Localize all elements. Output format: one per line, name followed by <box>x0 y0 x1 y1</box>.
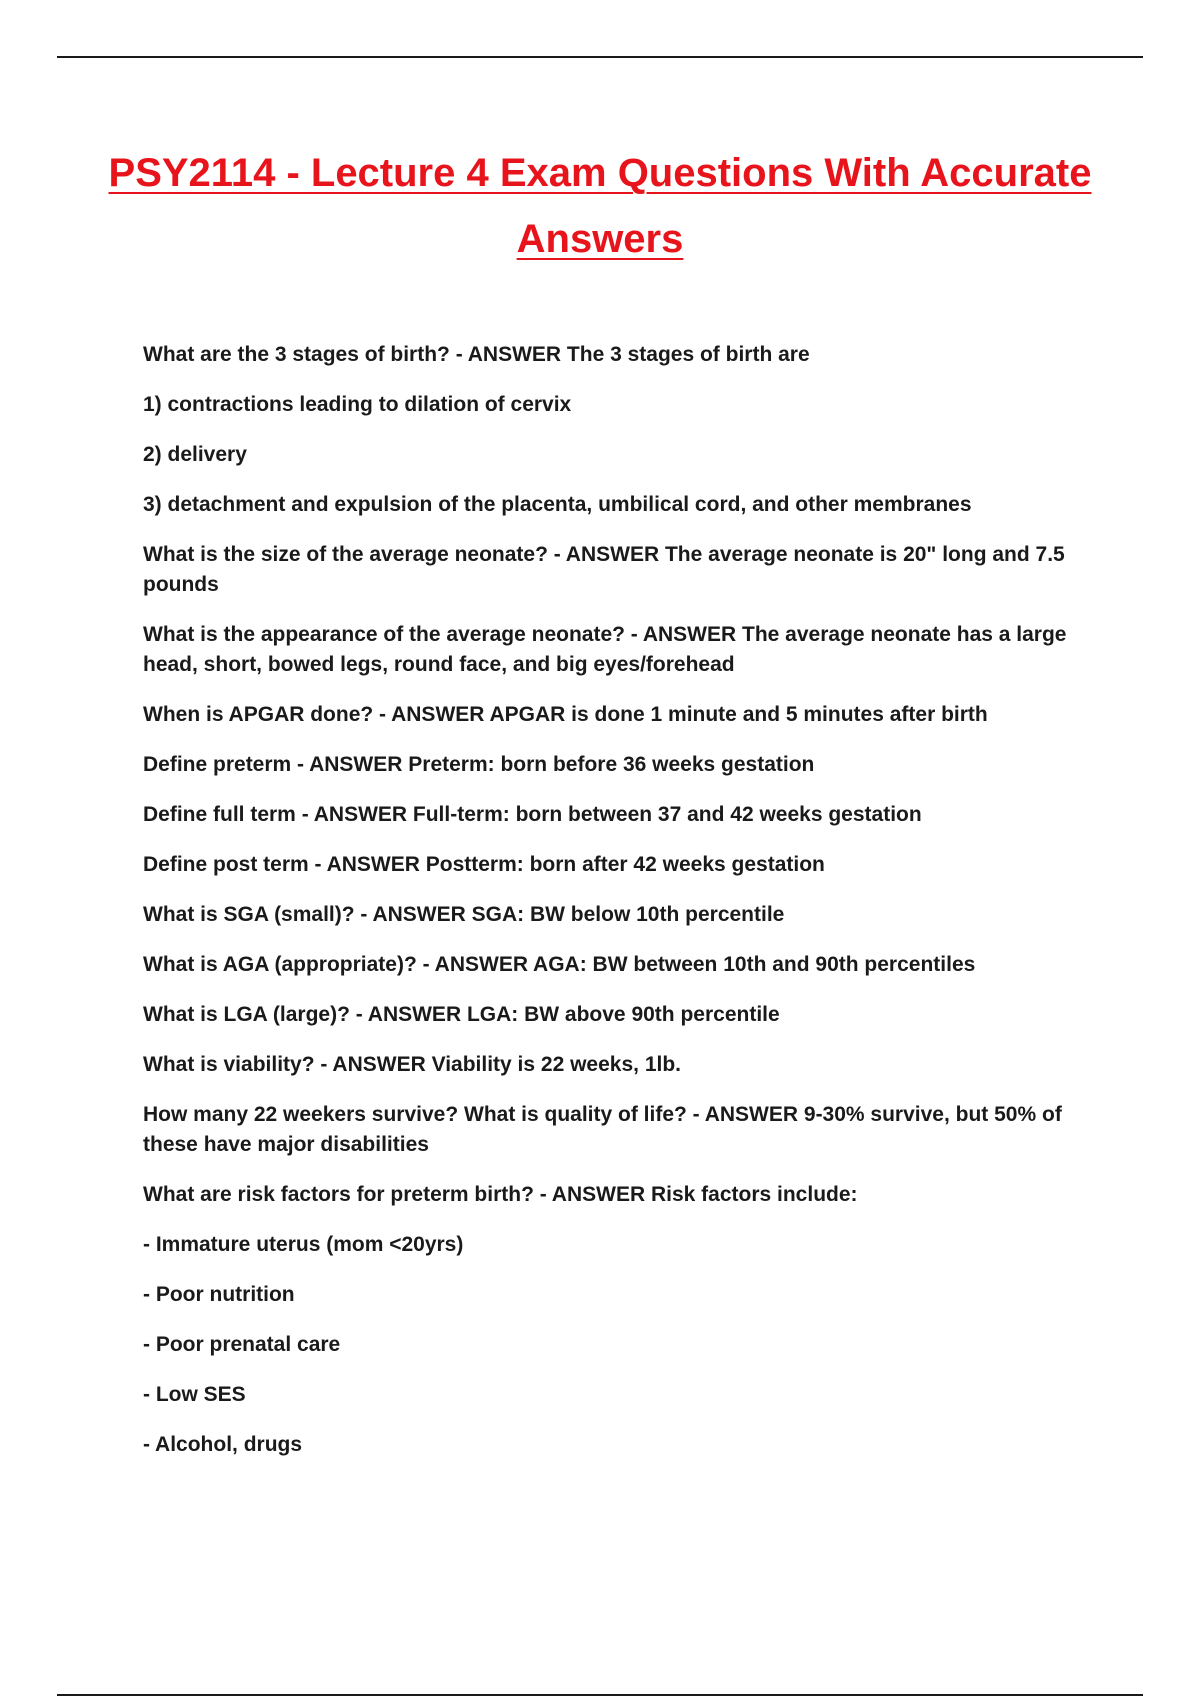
paragraph: When is APGAR done? - ANSWER APGAR is done 1 minute and 5 minutes after birth <box>143 703 988 726</box>
list-item: - Low SES <box>143 1383 246 1406</box>
paragraph: 3) detachment and expulsion of the placenta, umbilical cord, and other membranes <box>143 493 972 516</box>
paragraph: What are risk factors for preterm birth? - ANSWER Risk factors include: <box>143 1183 858 1206</box>
paragraph: What is SGA (small)? - ANSWER SGA: BW below 10th percentile <box>143 903 785 926</box>
list-item: - Poor nutrition <box>143 1283 295 1306</box>
document-body <box>143 340 1103 1480</box>
paragraph: Define post term - ANSWER Postterm: born after 42 weeks gestation <box>143 853 825 876</box>
paragraph: 1) contractions leading to dilation of cervix <box>143 393 572 416</box>
paragraph: What is LGA (large)? - ANSWER LGA: BW above 90th percentile <box>143 1003 780 1026</box>
page-title-text: PSY2114 - Lecture 4 Exam Questions With Accurate Answers <box>108 151 1092 261</box>
paragraph: What is the appearance of the average neonate? - ANSWER The average neonate has a large head, short, bowed legs, round face, and big eyes/forehead <box>143 623 1067 676</box>
page-title <box>100 140 1100 272</box>
paragraph: What is AGA (appropriate)? - ANSWER AGA: BW between 10th and 90th percentiles <box>143 953 976 976</box>
top-rule <box>57 56 1143 58</box>
bottom-rule <box>57 1694 1143 1696</box>
paragraph: What is viability? - ANSWER Viability is 22 weeks, 1lb. <box>143 1053 681 1076</box>
paragraph: What are the 3 stages of birth? - ANSWER The 3 stages of birth are <box>143 343 810 366</box>
paragraph: Define preterm - ANSWER Preterm: born before 36 weeks gestation <box>143 753 815 776</box>
list-item: - Alcohol, drugs <box>143 1433 303 1456</box>
paragraph: Define full term - ANSWER Full-term: born between 37 and 42 weeks gestation <box>143 803 922 826</box>
list-item: - Immature uterus (mom <20yrs) <box>143 1233 464 1256</box>
paragraph: 2) delivery <box>143 443 247 466</box>
list-item: - Poor prenatal care <box>143 1333 341 1356</box>
paragraph: How many 22 weekers survive? What is quality of life? - ANSWER 9-30% survive, but 50% of these have major disabilities <box>143 1103 1062 1156</box>
paragraph: What is the size of the average neonate? - ANSWER The average neonate is 20" long and 7.5 pounds <box>143 543 1065 596</box>
